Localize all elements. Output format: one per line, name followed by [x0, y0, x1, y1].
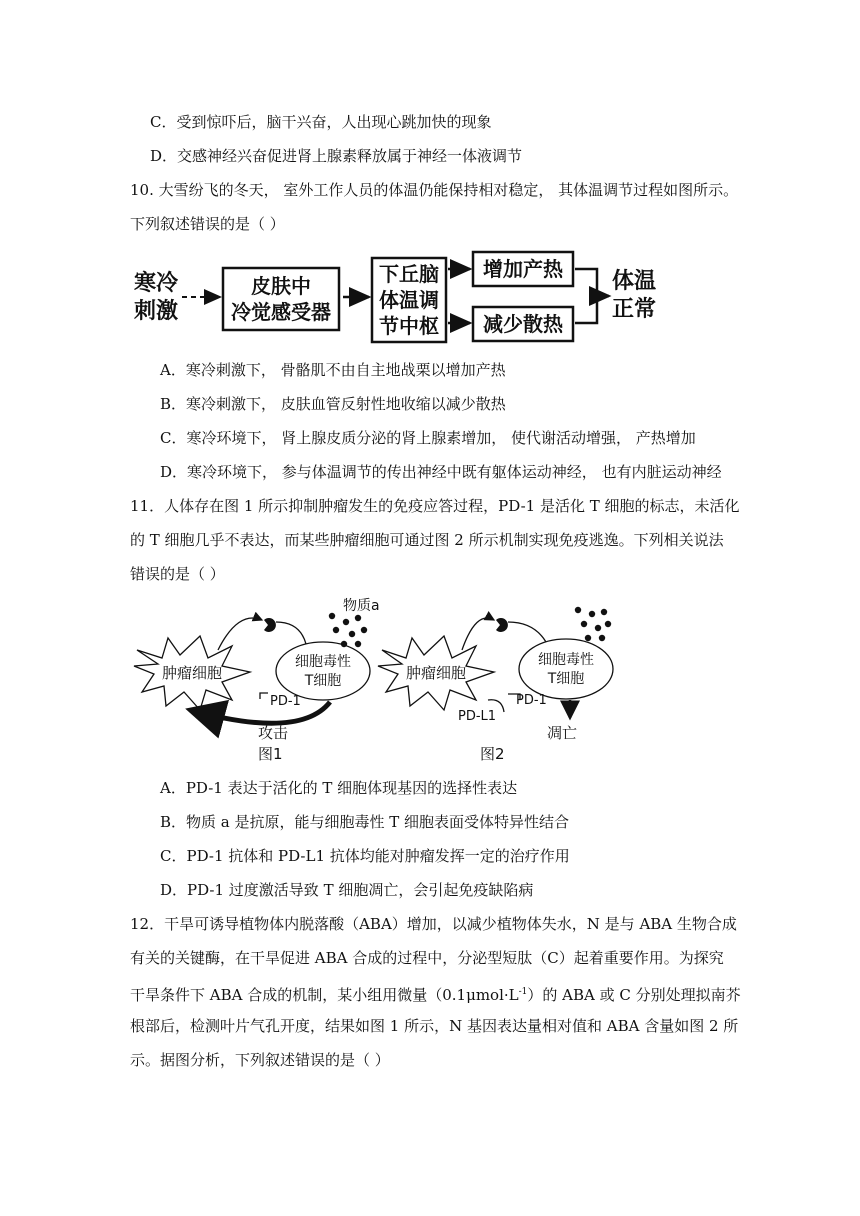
q11-stem-line1: 11．人体存在图 1 所示抑制肿瘤发生的免疫应答过程，PD-1 是活化 T 细胞的标志，未活化 [130, 497, 740, 515]
q11-stem-line3: 错误的是（ ） [130, 565, 225, 583]
q10-result-line2: 正常 [612, 297, 657, 322]
q11-stem-line2: 的 T 细胞几乎不表达，而某些肿瘤细胞可通过图 2 所示机制实现免疫逃逸。下列相关说法 [130, 531, 724, 549]
q11-option-a: A．PD-1 表达于活化的 T 细胞体现基因的选择性表达 [160, 779, 518, 797]
fig1-attack-label: 攻击 [258, 724, 289, 742]
fig1-tcell-line2: T细胞 [304, 673, 342, 689]
fig1-receptor [264, 618, 276, 632]
fig1-arc-to-tcell [276, 622, 306, 644]
q10-option-b: B．寒冷刺激下， 皮肤血管反射性地收缩以减少散热 [160, 395, 506, 413]
fig1-substance-a-dots [329, 613, 367, 647]
fig1-substance-label: 物质a [343, 598, 380, 614]
q10-effect-up: 增加产热 [483, 257, 563, 281]
fig2-death-label: 凋亡 [547, 724, 578, 742]
fig1-pd1-marker [260, 693, 268, 699]
q11-figure-1 [134, 597, 380, 763]
fig1-pd1-label: PD-1 [270, 694, 301, 709]
q10-option-d: D．寒冷环境下， 参与体温调节的传出神经中既有躯体运动神经， 也有内脏运动神经 [160, 463, 722, 481]
fig2-receptor [496, 618, 508, 632]
q11-figures [0, 592, 860, 767]
fig1-caption: 图1 [258, 745, 283, 763]
q10-option-c: C．寒冷环境下， 肾上腺皮质分泌的肾上腺素增加， 使代谢活动增强， 产热增加 [160, 429, 696, 447]
q10-stem-line1: 10. 大雪纷飞的冬天， 室外工作人员的体温仍能保持相对稳定， 其体温调节过程如图所示。 [130, 181, 739, 199]
q10-center-line1: 下丘脑 [379, 262, 439, 286]
q11-option-b: B．物质 a 是抗原，能与细胞毒性 T 细胞表面受体特异性结合 [160, 813, 570, 831]
q10-merge-bracket [575, 269, 597, 323]
q11-option-c: C．PD-1 抗体和 PD-L1 抗体均能对肿瘤发挥一定的治疗作用 [160, 847, 570, 865]
q11-option-d: D．PD-1 过度激活导致 T 细胞凋亡，会引起免疫缺陷病 [160, 881, 534, 899]
q9-option-d: D．交感神经兴奋促进肾上腺素释放属于神经一体液调节 [150, 147, 523, 165]
q10-result-line1: 体温 [612, 269, 657, 294]
q10-center-line2: 体温调 [379, 288, 439, 312]
q12-line5: 示。据图分析，下列叙述错误的是（ ） [130, 1051, 390, 1069]
fig2-caption: 图2 [480, 745, 505, 763]
q10-stimulus-line2: 刺激 [134, 299, 179, 324]
q10-stem-line2: 下列叙述错误的是（ ） [130, 215, 285, 233]
q10-center-line3: 节中枢 [379, 314, 439, 338]
q10-diagram [0, 250, 860, 350]
q11-figure-2 [378, 607, 613, 763]
fig1-tcell [276, 642, 370, 700]
fig2-upper-arc [462, 618, 494, 650]
q10-stimulus-line1: 寒冷 [134, 271, 179, 296]
q10-receptor-line1: 皮肤中 [251, 274, 311, 298]
q9-option-c: C．受到惊吓后，脑干兴奋，人出现心跳加快的现象 [150, 113, 492, 131]
fig2-arc-to-tcell [508, 622, 546, 642]
q12-line3-part1: 干旱条件下 ABA 合成的机制，某小组用微量（0.1μmol·L [130, 986, 519, 1004]
fig2-pdl1-label: PD-L1 [458, 709, 497, 724]
q10-effect-down: 减少散热 [483, 312, 563, 336]
q12-line2: 有关的关键酶，在干旱促进 ABA 合成的过程中，分泌型短肽（C）起着重要作用。为探究 [130, 949, 724, 967]
fig2-tcell-line1: 细胞毒性 [538, 652, 594, 668]
fig1-upper-arc [218, 618, 262, 650]
q10-receptor-line2: 冷觉感受器 [231, 300, 331, 324]
fig2-tcell-line2: T细胞 [547, 671, 585, 687]
q12-line3 [130, 982, 741, 1005]
q10-option-a: A．寒冷刺激下， 骨骼肌不由自主地战栗以增加产热 [160, 361, 506, 379]
fig2-tumor-label: 肿瘤细胞 [405, 664, 467, 682]
fig1-tumor-label: 肿瘤细胞 [161, 664, 223, 682]
q12-line1: 12．干旱可诱导植物体内脱落酸（ABA）增加，以减少植物体失水，N 是与 ABA 生物合成 [130, 915, 737, 933]
fig2-substance-dots [575, 607, 611, 641]
fig1-attack-arrow [190, 702, 330, 723]
q12-line3-part2: ）的 ABA 或 C 分别处理拟南芥 [527, 986, 741, 1004]
fig2-pd1-label: PD-1 [516, 693, 547, 708]
q12-line3-superscript: -1 [518, 987, 528, 997]
fig2-tcell [519, 639, 613, 699]
fig1-tcell-line1: 细胞毒性 [295, 654, 351, 670]
q12-line4: 根部后，检测叶片气孔开度，结果如图 1 所示，N 基因表达量相对值和 ABA 含量如图 2 所 [130, 1017, 739, 1035]
